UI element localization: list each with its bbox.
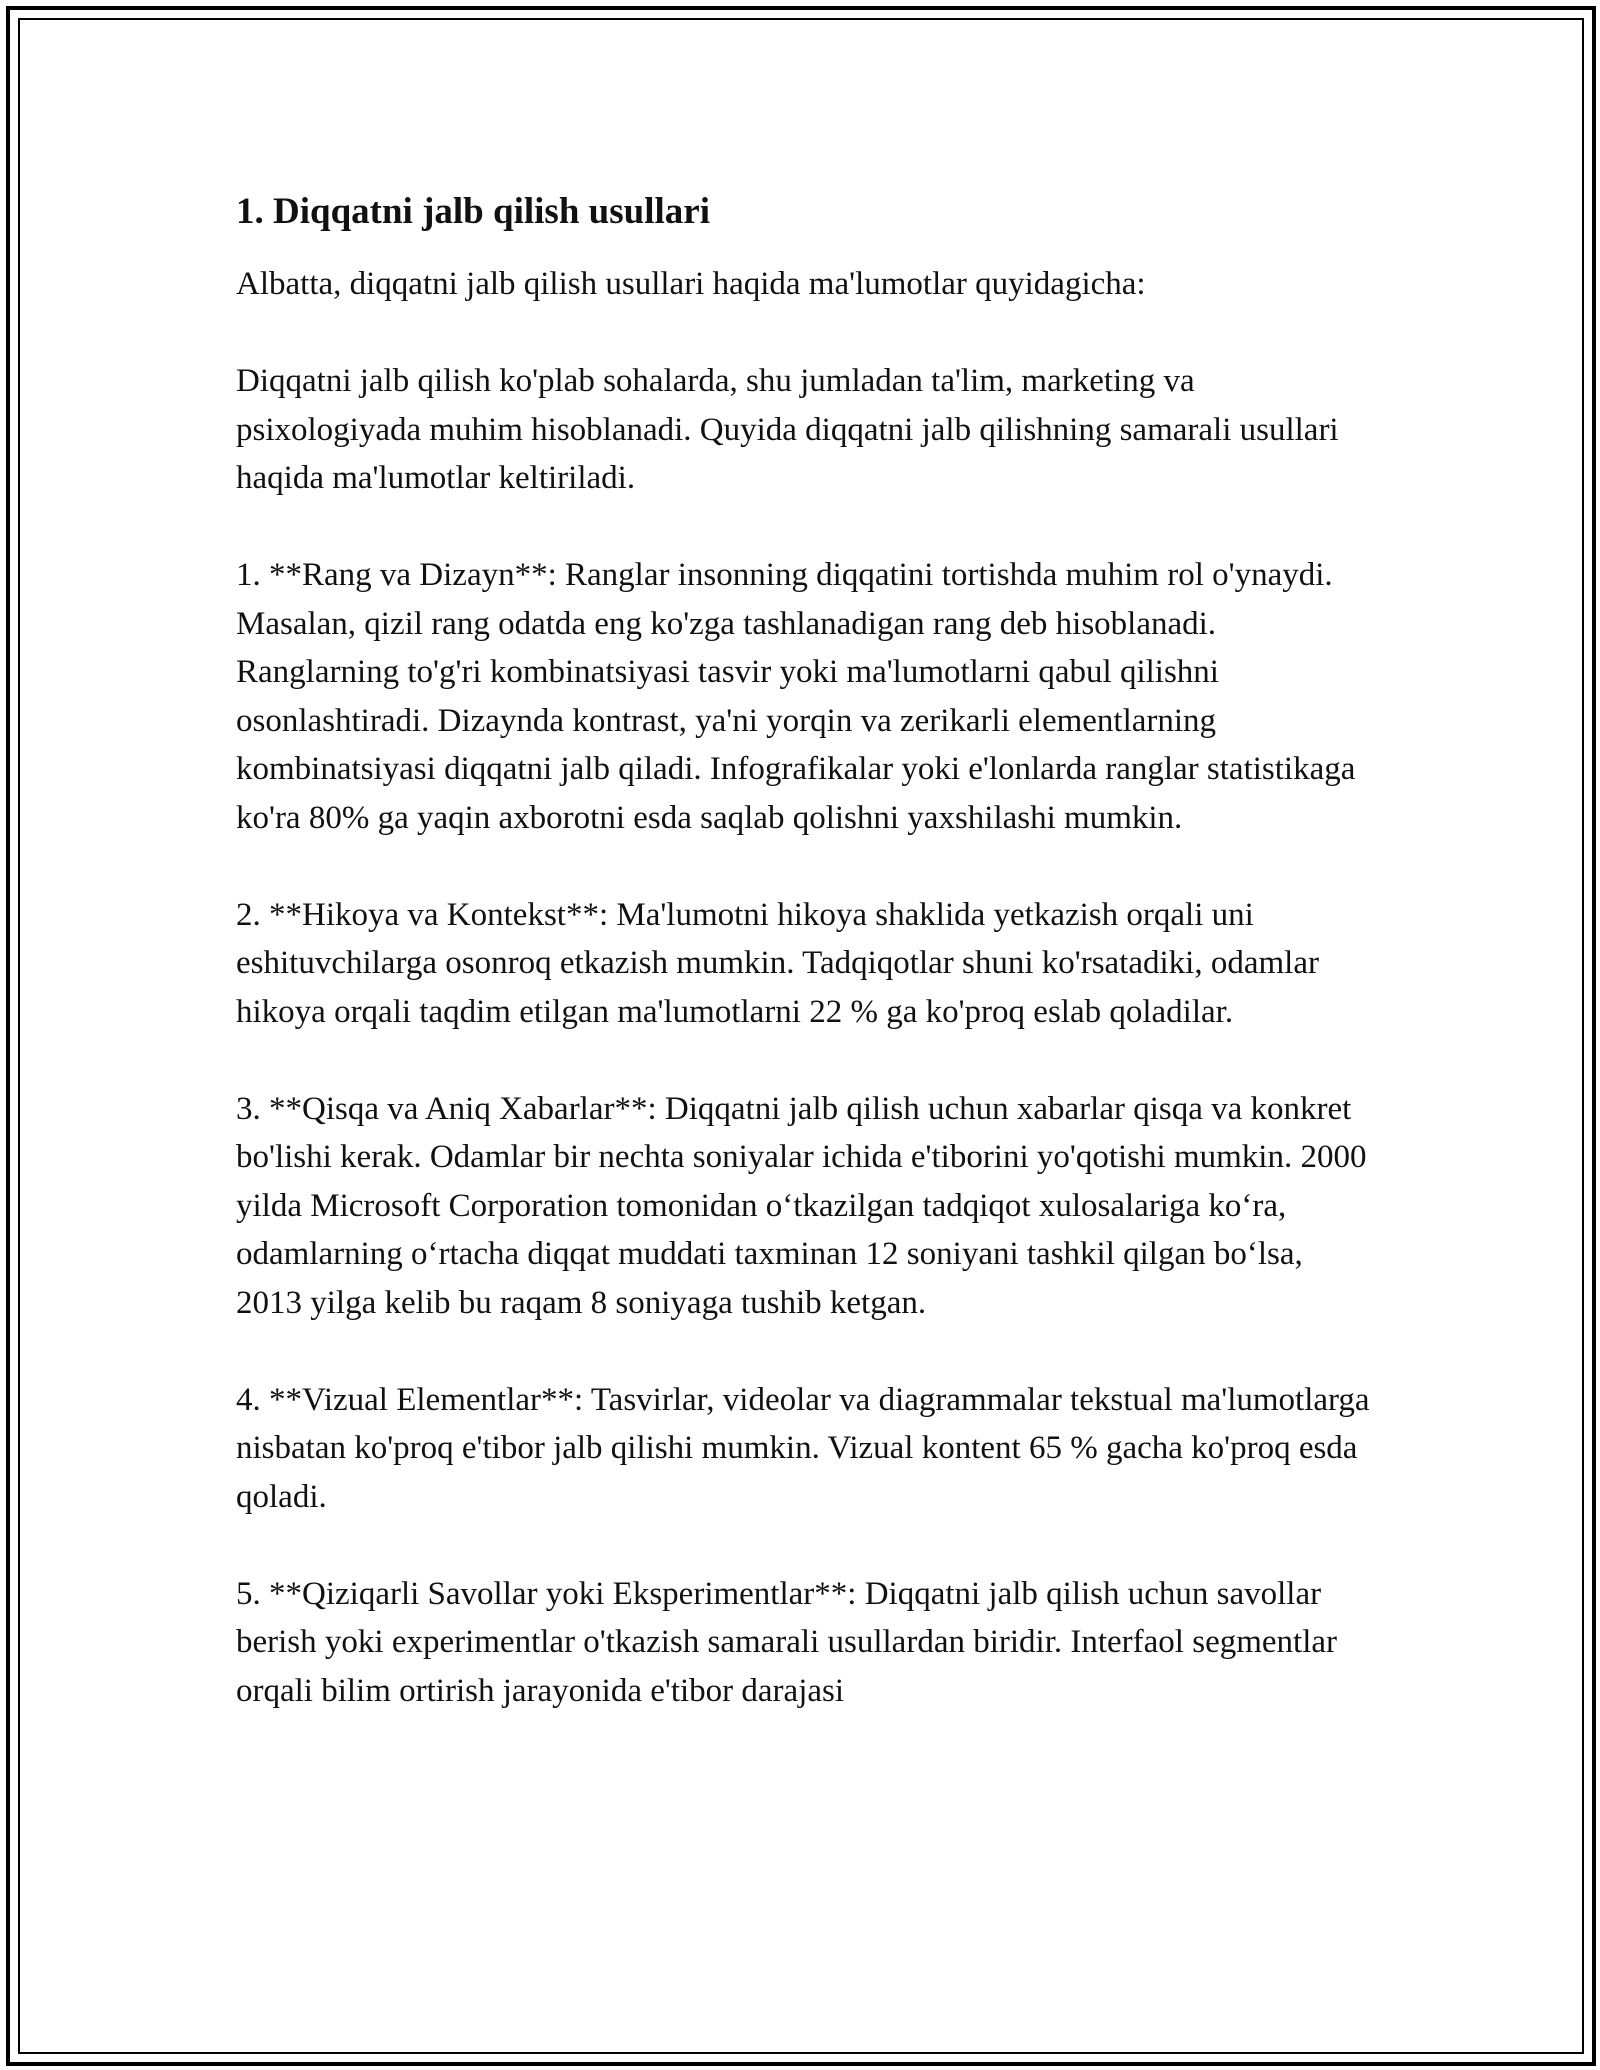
overview-paragraph: Diqqatni jalb qilish ko'plab sohalarda, shu jumladan ta'lim, marketing va psixologiyada muhim hisoblanadi. Quyida diqqatni jalb qilishning samarali usullari haqida ma'lumotlar keltiriladi. [236, 363, 1339, 496]
item-hikoya-va-kontekst: 2. **Hikoya va Kontekst**: Ma'lumotni hikoya shaklida yetkazish orqali uni eshituvchilarga osonroq etkazish mumkin. Tadqiqotlar shuni ko'rsatadiki, odamlar hikoya orqali taqdim etilgan ma'lumotlarni 22 % ga ko'proq eslab qoladilar. [236, 896, 1319, 1030]
item-qisqa-va-aniq-xabarlar: 3. **Qisqa va Aniq Xabarlar**: Diqqatni jalb qilish uchun xabarlar qisqa va konkret bo'lishi kerak. Odamlar bir nechta soniyalar ichida e'tiborini yo'qotishi mumkin. 2000 yilda Microsoft Corporation tomonidan o‘tkazilgan tadqiqot xulosalariga ko‘ra, odamlarning o‘rtacha diqqat muddati taxminan 12 soniyani tashkil qilgan bo‘lsa, 2013 yilga kelib bu raqam 8 soniyaga tushib ketgan. [236, 1090, 1367, 1321]
item-qiziqarli-savollar: 5. **Qiziqarli Savollar yoki Eksperimentlar**: Diqqatni jalb qilish uchun savollar berish yoki experimentlar o'tkazish samarali usullardan biridir. Interfaol segmentlar orqali bilim ortirish jarayonida e'tibor darajasi [236, 1575, 1338, 1709]
item-rang-va-dizayn: 1. **Rang va Dizayn**: Ranglar insonning diqqatini tortishda muhim rol o'ynaydi. Masalan, qizil rang odatda eng ko'zga tashlanadigan rang deb hisoblanadi. Ranglarning to'g'ri kombinatsiyasi tasvir yoki ma'lumotlarni qabul qilishni osonlashtiradi. Dizaynda kontrast, ya'ni yorqin va zerikarli elementlarning kombinatsiyasi diqqatni jalb qiladi. Infografikalar yoki e'lonlarda ranglar statistikaga ko'ra 80% ga yaqin axborotni esda saqlab qolishni yaxshilashi mumkin. [236, 557, 1356, 836]
intro-paragraph: Albatta, diqqatni jalb qilish usullari haqida ma'lumotlar quyidagicha: [236, 266, 1146, 302]
item-vizual-elementlar: 4. **Vizual Elementlar**: Tasvirlar, videolar va diagrammalar tekstual ma'lumotlarga nisbatan ko'proq e'tibor jalb qilishi mumkin. Vizual kontent 65 % gacha ko'proq esda qoladi. [236, 1381, 1370, 1515]
document-body [236, 186, 1376, 1764]
document-title: 1. Diqqatni jalb qilish usullari [236, 191, 710, 232]
